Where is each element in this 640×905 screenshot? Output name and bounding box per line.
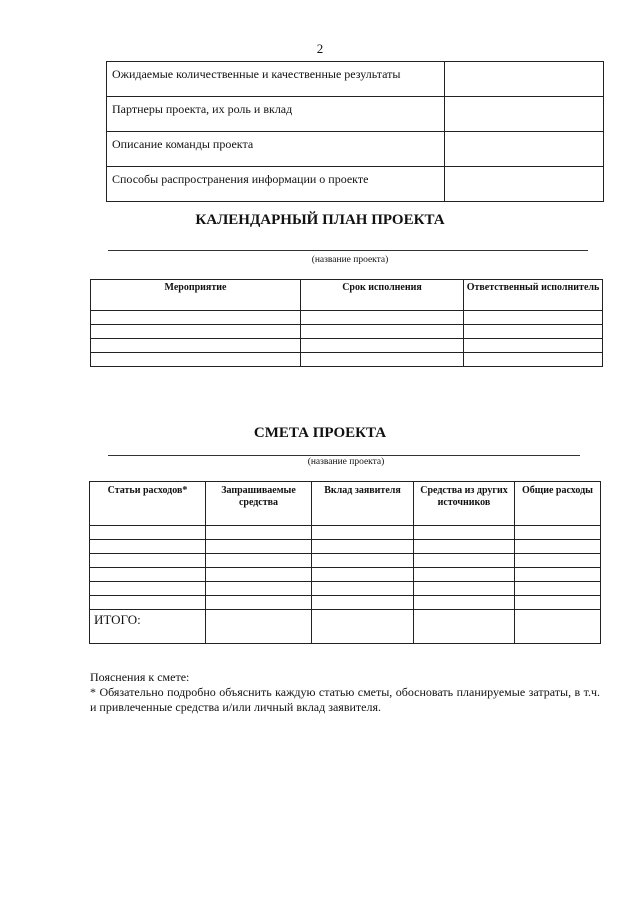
- budget-notes: [90, 670, 600, 715]
- table-cell[interactable]: [301, 311, 464, 325]
- table-cell[interactable]: [206, 526, 312, 540]
- table-cell[interactable]: [312, 554, 414, 568]
- info-label-results: Ожидаемые количественные и качественные результаты: [107, 62, 445, 97]
- table-header-row: [91, 280, 603, 311]
- calendar-plan-table: [90, 279, 603, 367]
- table-cell[interactable]: [91, 325, 301, 339]
- project-name-line[interactable]: [108, 455, 580, 456]
- header-total-expenses: Общие расходы: [515, 482, 601, 526]
- info-label-team: Описание команды проекта: [107, 132, 445, 167]
- table-cell[interactable]: [312, 582, 414, 596]
- notes-heading: Пояснения к смете:: [90, 670, 190, 684]
- info-row: [107, 62, 604, 97]
- table-cell[interactable]: [312, 526, 414, 540]
- table-cell[interactable]: [206, 596, 312, 610]
- table-cell[interactable]: [515, 554, 601, 568]
- table-cell[interactable]: [301, 325, 464, 339]
- table-cell[interactable]: [464, 353, 603, 367]
- table-cell[interactable]: [414, 610, 515, 644]
- table-cell[interactable]: [464, 339, 603, 353]
- total-row: [90, 610, 601, 644]
- table-row: [91, 353, 603, 367]
- info-value-cell[interactable]: [445, 132, 604, 167]
- table-cell[interactable]: [414, 596, 515, 610]
- info-value-cell[interactable]: [445, 167, 604, 202]
- table-cell[interactable]: [90, 596, 206, 610]
- table-cell[interactable]: [206, 582, 312, 596]
- budget-table: [89, 481, 601, 644]
- table-cell[interactable]: [90, 540, 206, 554]
- project-name-caption: (название проекта): [311, 255, 389, 265]
- info-row: [107, 167, 604, 202]
- table-cell[interactable]: [414, 582, 515, 596]
- header-deadline: Срок исполнения: [301, 280, 464, 311]
- table-cell[interactable]: [301, 339, 464, 353]
- table-cell[interactable]: [312, 596, 414, 610]
- table-cell[interactable]: [206, 554, 312, 568]
- table-cell[interactable]: [515, 526, 601, 540]
- table-row: [90, 526, 601, 540]
- info-label-partners: Партнеры проекта, их роль и вклад: [107, 97, 445, 132]
- table-cell[interactable]: [206, 540, 312, 554]
- table-cell[interactable]: [515, 568, 601, 582]
- project-name-caption: (название проекта): [307, 457, 385, 467]
- table-cell[interactable]: [414, 526, 515, 540]
- info-value-cell[interactable]: [445, 62, 604, 97]
- calendar-plan-title: КАЛЕНДАРНЫЙ ПЛАН ПРОЕКТА: [195, 212, 445, 228]
- table-cell[interactable]: [464, 325, 603, 339]
- header-event: Мероприятие: [91, 280, 301, 311]
- total-label: ИТОГО:: [90, 610, 206, 644]
- table-cell[interactable]: [91, 353, 301, 367]
- table-row: [90, 596, 601, 610]
- header-other-sources: Средства из других источников: [414, 482, 515, 526]
- table-row: [91, 325, 603, 339]
- table-cell[interactable]: [206, 568, 312, 582]
- table-cell[interactable]: [90, 582, 206, 596]
- table-row: [90, 540, 601, 554]
- table-cell[interactable]: [206, 610, 312, 644]
- table-cell[interactable]: [90, 554, 206, 568]
- table-cell[interactable]: [90, 526, 206, 540]
- table-cell[interactable]: [301, 353, 464, 367]
- info-row: [107, 132, 604, 167]
- table-cell[interactable]: [515, 540, 601, 554]
- table-cell[interactable]: [312, 568, 414, 582]
- table-cell[interactable]: [414, 554, 515, 568]
- table-cell[interactable]: [90, 568, 206, 582]
- table-cell[interactable]: [515, 610, 601, 644]
- table-header-row: [90, 482, 601, 526]
- table-cell[interactable]: [91, 339, 301, 353]
- notes-text: * Обязательно подробно объяснить каждую статью сметы, обосновать планируемые затраты, в т.ч. и привлеченные средства и/или личный вклад заявителя.: [90, 685, 600, 714]
- project-name-line[interactable]: [108, 250, 588, 251]
- page-number: 2: [316, 41, 324, 56]
- table-row: [90, 554, 601, 568]
- budget-title: СМЕТА ПРОЕКТА: [253, 425, 387, 441]
- table-cell[interactable]: [414, 568, 515, 582]
- info-row: [107, 97, 604, 132]
- table-cell[interactable]: [515, 582, 601, 596]
- header-expense-items: Статьи расходов*: [90, 482, 206, 526]
- table-cell[interactable]: [515, 596, 601, 610]
- project-info-table: [106, 61, 604, 202]
- table-row: [91, 311, 603, 325]
- table-cell[interactable]: [464, 311, 603, 325]
- table-row: [91, 339, 603, 353]
- header-responsible: Ответственный исполнитель: [464, 280, 603, 311]
- header-requested-funds: Запрашиваемые средства: [206, 482, 312, 526]
- table-cell[interactable]: [312, 540, 414, 554]
- header-applicant-contribution: Вклад заявителя: [312, 482, 414, 526]
- info-value-cell[interactable]: [445, 97, 604, 132]
- table-row: [90, 568, 601, 582]
- table-cell[interactable]: [414, 540, 515, 554]
- info-label-dissemination: Способы распространения информации о проекте: [107, 167, 445, 202]
- table-row: [90, 582, 601, 596]
- table-cell[interactable]: [312, 610, 414, 644]
- table-cell[interactable]: [91, 311, 301, 325]
